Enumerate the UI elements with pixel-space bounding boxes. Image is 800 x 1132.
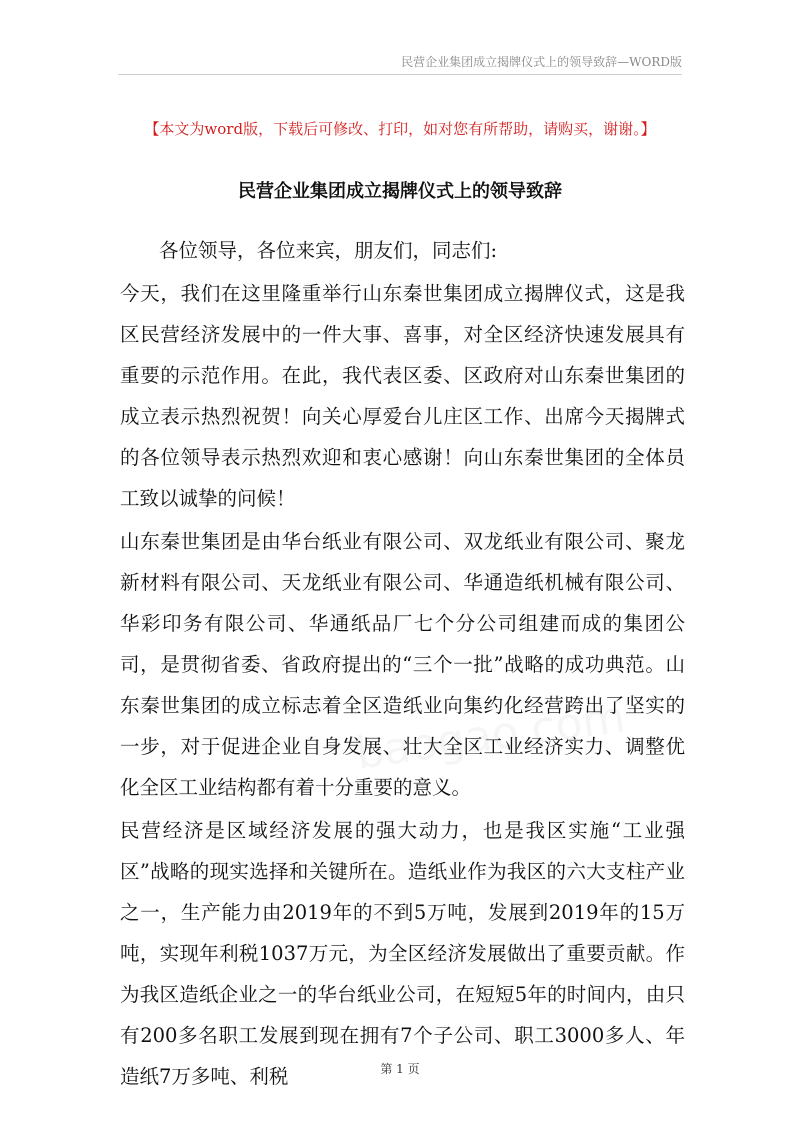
paragraph-3: 民营经济是区域经济发展的强大动力，也是我区实施“工业强区”战略的现实选择和关键所在。造纸业作为我区的六大支柱产业之一，生产能力由2019年的不到5万吨，发展到2019年的15万吨，实现年利税1037万元，为全区经济发展做出了重要贡献。作为我区造纸企业之一的华台纸业公司，在短短5年的时间内，由只有200多名职工发展到现在拥有7个子公司、职工3000多人、年造纸7万多吨、利税 xyxy=(120,819,685,1088)
document-body xyxy=(120,230,685,1099)
download-notice: 【本文为word版，下载后可修改、打印，如对您有所帮助，请购买，谢谢。】 xyxy=(144,120,656,138)
paragraph-2: 山东秦世集团是由华台纸业有限公司、双龙纸业有限公司、聚龙新材料有限公司、天龙纸业有限公司、华通造纸机械有限公司、华彩印务有限公司、华通纸品厂七个分公司组建而成的集团公司，是贯彻省委、省政府提出的“三个一批”战略的成功典范。山东秦世集团的成立标志着全区造纸业向集约化经营跨出了坚实的一步，对于促进企业自身发展、壮大全区工业经济实力、调整优化全区工业结构都有着十分重要的意义。 xyxy=(120,530,685,799)
salutation: 各位领导，各位来宾，朋友们，同志们: xyxy=(159,239,498,262)
page-number: 第 1 页 xyxy=(380,1062,420,1076)
header-divider xyxy=(118,74,682,75)
running-header: 民营企业集团成立揭牌仪式上的领导致辞—WORD版 xyxy=(401,55,682,69)
paragraph-1: 今天，我们在这里隆重举行山东秦世集团成立揭牌仪式，这是我区民营经济发展中的一件大事、喜事，对全区经济快速发展具有重要的示范作用。在此，我代表区委、区政府对山东秦世集团的成立表示热烈祝贺！向关心厚爱台儿庄区工作、出席今天揭牌式的各位领导表示热烈欢迎和衷心感谢！向山东秦世集团的全体员工致以诚挚的问候！ xyxy=(120,282,685,510)
document-title: 民营企业集团成立揭牌仪式上的领导致辞 xyxy=(238,181,562,202)
